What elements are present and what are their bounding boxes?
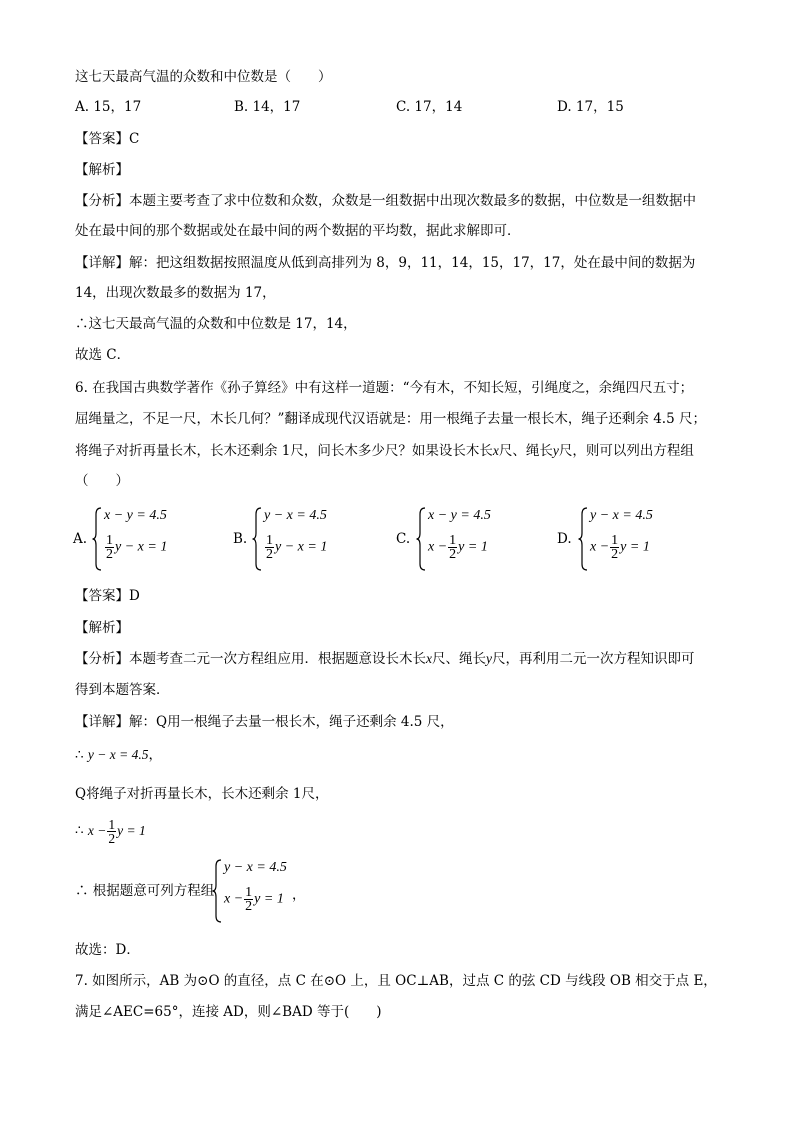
q6-option-a-label: A.	[73, 531, 88, 547]
brace-icon	[416, 506, 426, 572]
var-x: x	[492, 443, 499, 458]
q6-option-a-system: x − y = 4.5 $\frac{1}{2}$ y − x = 1	[92, 506, 212, 570]
q6-xiangjie-line-2: Q将绳子对折再量长木，长木还剩余 1尺，	[75, 786, 329, 802]
brace-icon	[92, 506, 102, 572]
q6-option-b-system: y − x = 4.5 $\frac{1}{2}$ y − x = 1	[252, 506, 372, 570]
q5-xiangjie-line-3: ∴这七天最高气温的众数和中位数是 17，14，	[75, 316, 357, 332]
q5-option-d: D. 17，15	[557, 99, 624, 115]
q5-xiangjie-line-2: 14，出现次数最多的数据为 17，	[75, 285, 276, 301]
q5-stem: 这七天最高气温的众数和中位数是（ ）	[75, 69, 332, 85]
q5-xiangjie-line-1: 【详解】解：把这组数据按照温度从低到高排列为 8，9，11，14，15，17，17，处在最中间的数据为	[75, 255, 696, 271]
q7-stem-line-1: 7. 如图所示，AB 为⊙O 的直径，点 C 在⊙O 上，且 OC⊥AB，过点 C 的弦 CD 与线段 OB 相交于点 E，	[75, 973, 717, 989]
q6-option-d-system: y − x = 4.5 x − $\frac{1}{2}$ y = 1	[578, 506, 698, 570]
q6-option-c-system: x − y = 4.5 x − $\frac{1}{2}$ y = 1	[416, 506, 536, 570]
q6-step-1: ∴ y − x = 4.5，	[75, 747, 162, 763]
q6-analysis-tag: 【解析】	[75, 620, 129, 636]
q6-answer: 【答案】D	[75, 588, 140, 604]
q5-answer: 【答案】C	[75, 131, 140, 147]
q5-fenxi-line-2: 处在最中间的那个数据或处在最中间的两个数据的平均数，据此求解即可．	[75, 223, 521, 239]
q6-option-c-label: C.	[396, 531, 411, 547]
brace-icon	[252, 506, 262, 572]
q6-system-label: ∴ 根据题意可列方程组	[75, 883, 215, 899]
brace-icon	[578, 506, 588, 572]
q6-derived-system: y − x = 4.5 x − $\frac{1}{2}$ y = 1	[212, 858, 332, 922]
q5-option-c: C. 17，14	[396, 99, 463, 115]
q6-conclusion: 故选：D．	[75, 942, 140, 958]
brace-icon	[212, 858, 222, 924]
var-y: y	[552, 443, 559, 458]
q6-stem-line-2: 屈绳量之，不足一尺，木长几何？”翻译成现代汉语就是：用一根绳子去量一根长木，绳子还剩余 4.5 尺；	[75, 411, 706, 427]
q6-fenxi-line-1: 【分析】本题考查二元一次方程组应用．根据题意设长木长x尺、绳长y尺，再利用二元一次方程知识即可	[75, 651, 695, 667]
q7-stem-line-2: 满足∠AEC=65°，连接 AD，则∠BAD 等于( )	[75, 1004, 382, 1020]
q6-option-b-label: B.	[233, 531, 248, 547]
q6-stem-line-1: 6. 在我国古典数学著作《孙子算经》中有这样一道题：“今有木，不知长短，引绳度之，余绳四尺五寸；	[75, 380, 694, 396]
q6-fenxi-line-2: 得到本题答案．	[75, 682, 170, 698]
q6-system-comma: ，	[292, 887, 306, 903]
q6-option-d-label: D.	[557, 531, 572, 547]
q6-stem-line-4: （ ）	[75, 473, 129, 489]
q5-option-b: B. 14，17	[234, 99, 301, 115]
q5-fenxi-line-1: 【分析】本题主要考查了求中位数和众数，众数是一组数据中出现次数最多的数据，中位数是一组数据中	[75, 193, 696, 209]
q5-conclusion: 故选 C．	[75, 347, 131, 363]
q6-xiangjie-line-1: 【详解】解：Q用一根绳子去量一根长木，绳子还剩余 4.5 尺，	[75, 714, 454, 730]
q6-stem-line-3: 将绳子对折再量长木，长木还剩余 1尺，问长木多少尺？如果设长木长x尺、绳长y尺，则可以列出方程组	[75, 443, 694, 459]
q6-step-2: ∴ x − $\frac{1}{2}$ y = 1	[75, 817, 146, 846]
q5-analysis-tag: 【解析】	[75, 162, 129, 178]
q5-option-a: A. 15，17	[75, 99, 142, 115]
